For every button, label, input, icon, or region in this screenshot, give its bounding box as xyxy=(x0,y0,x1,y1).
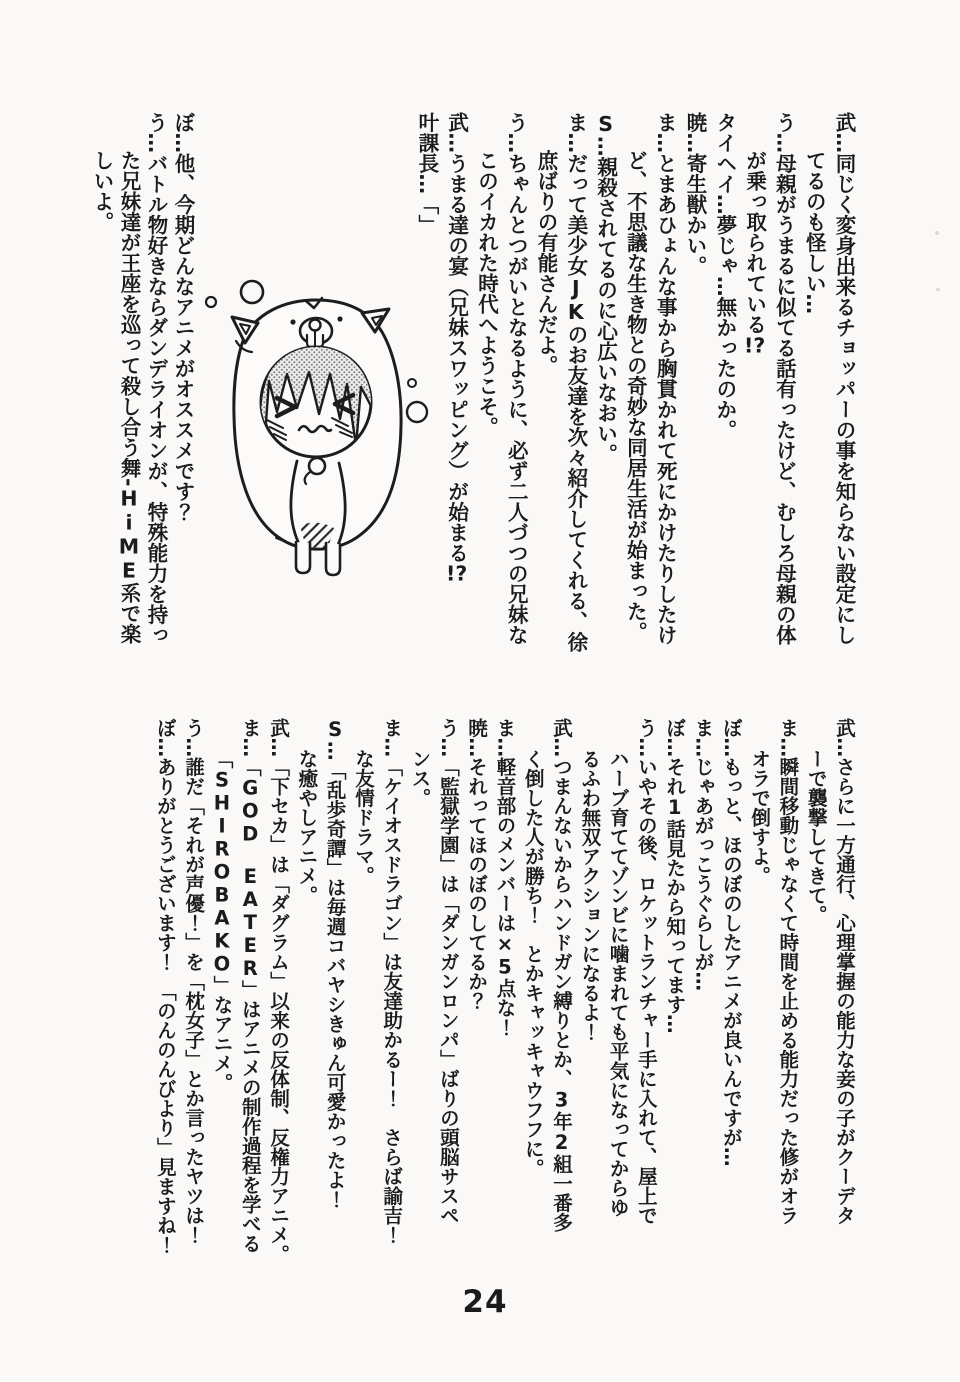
dialogue-column: ハーブ育ててゾンビに噛まれても平気になってからゆ xyxy=(606,749,630,1217)
dialogue-column: ぼ…それ1話見たから知ってます… xyxy=(663,718,687,1034)
dialogue-column: 武…うまる達の宴（兄妹スワッピング）が始まる!? xyxy=(444,112,469,584)
chest-button xyxy=(309,458,325,474)
dialogue-column: ぼ…ありがとうございます！ 「のんのんびより」見ますね！ xyxy=(153,718,177,1255)
top-left-dialogue-block xyxy=(88,112,196,722)
dialogue-column: S…「乱歩奇譚」は毎週コバヤシきゅん可愛かったよ！ xyxy=(323,718,347,1209)
dialogue-column: ンス。 xyxy=(408,749,432,808)
dialogue-column: う…バトル物好きならダンデライオンが、特殊能力を持っ xyxy=(144,112,168,645)
dialogue-column: S…親殺されてるのに心広いなおい。 xyxy=(593,112,618,464)
dialogue-column: 叶課長…「」 xyxy=(414,112,439,235)
dialogue-column: ぼ…他、今期どんなアニメがオススメです？ xyxy=(171,112,195,522)
dialogue-column: 武…「下セカ」は「ダグラム」以来の反体制、反権力アニメ。 xyxy=(267,718,291,1264)
dialogue-column: このイカれた時代へようこそ。 xyxy=(474,150,499,437)
dialogue-column: ぼ…もっと、ほのぼのしたアニメが良いんですが… xyxy=(719,718,743,1167)
dialogue-column: 暁…寄生獣かい。 xyxy=(683,112,708,276)
dialogue-column: く倒した人が勝ち！ とかキャッキャウフフに。 xyxy=(521,749,545,1178)
dialogue-column: しいよ。 xyxy=(90,150,114,232)
dialogue-column: ま…「GOD EATER」はアニメの制作過程を学べる xyxy=(238,718,262,1253)
dialogue-column: ま…「ケイオスドラゴン」は友達助かるー！ さらば諭吉！ xyxy=(380,718,404,1245)
hamster-eye xyxy=(337,316,342,321)
dialogue-column: ま…瞬間移動じゃなくて時間を止める能力だった修がオラ xyxy=(776,718,800,1225)
page-number: 24 xyxy=(462,1284,508,1320)
dialogue-column: な癒やしアニメ。 xyxy=(295,749,319,905)
dialogue-column: た兄妹達が王座を巡って殺し合う舞-HiME系で楽 xyxy=(117,150,141,645)
dialogue-column: う…「監獄学園」は「ダンガンロンパ」ばりの頭脳サスペ xyxy=(436,718,460,1225)
bubble-icon xyxy=(407,402,427,422)
left-foot xyxy=(296,542,310,573)
dialogue-column: 武…つまんないからハンドガン縛りとか、3年2組一番多 xyxy=(550,718,574,1232)
bottom-dialogue-block xyxy=(151,718,858,1343)
dialogue-column: てるのも怪しい… xyxy=(802,150,827,314)
dialogue-column: 暁…それってほのぼのしてるか？ xyxy=(465,718,489,1011)
dialogue-column: な友情ドラマ。 xyxy=(351,749,375,886)
hamster-nose xyxy=(310,320,321,331)
scan-speck xyxy=(935,231,939,235)
dialogue-column: ま…とまあひょんな事から胸貫かれて死にかけたりしたけ xyxy=(653,112,678,645)
bubble-icon xyxy=(206,297,216,307)
umaru-hamster-hood-doodle xyxy=(198,256,466,594)
dialogue-column: う…いやその後、ロケットランチャー手に入れて、屋上で xyxy=(634,718,658,1225)
dialogue-column: ま…だって美少女JKのお友達を次々紹介してくれる、徐 xyxy=(563,112,588,652)
dialogue-column: う…母親がうまるに似てる話有ったけど、むしろ母親の体 xyxy=(772,112,797,645)
dialogue-column: ま…じゃあがっこうぐらしが… xyxy=(691,718,715,991)
dialogue-column: るふわ無双アクションになるよ！ xyxy=(578,749,602,1042)
dialogue-column: タイヘイ…夢じゃ…無かったのか。 xyxy=(712,112,737,440)
dialogue-column: う…ちゃんとつがいとなるように、必ず二人づつの兄妹な xyxy=(504,112,529,645)
dialogue-column: 庶ばりの有能さんだよ。 xyxy=(534,150,559,376)
dialogue-column: う…誰だ「それが声優！」を「枕女子」とか言ったヤツは！ xyxy=(182,718,206,1245)
dialogue-column: ま…軽音部のメンバーは×5点な！ xyxy=(493,718,517,1037)
scan-speck xyxy=(936,288,940,291)
umaru-doodle-svg xyxy=(198,256,466,594)
dialogue-column: 武…同じく変身出来るチョッパーの事を知らない設定にし xyxy=(832,112,856,645)
dialogue-column: 「SHIROBAKO」なアニメ。 xyxy=(210,749,234,1093)
dialogue-column: ど、不思議な生き物との奇妙な同居生活が始まった。 xyxy=(623,150,648,642)
bubble-icon xyxy=(241,281,263,303)
right-foot xyxy=(326,543,340,575)
dialogue-column: ーで襲撃してきて。 xyxy=(804,749,828,925)
dialogue-column: オラで倒すよ。 xyxy=(748,749,772,886)
top-dialogue-block xyxy=(411,112,858,722)
hamster-eye xyxy=(290,319,295,324)
dialogue-column: 武…さらに一方通行、心理掌握の能力な妾の子がクーデタ xyxy=(833,718,856,1225)
bubble-icon xyxy=(408,379,416,387)
dialogue-column: が乗っ取られている!? xyxy=(742,150,767,355)
